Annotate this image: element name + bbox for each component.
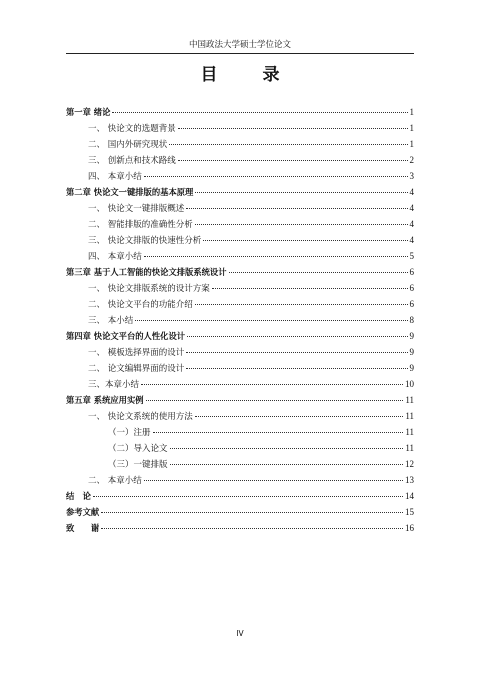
toc-entry-page: 4: [409, 187, 414, 197]
toc-dot-leader: [178, 160, 408, 161]
toc-entry-title: 二、 智能排版的准确性分析: [88, 220, 193, 230]
toc-chapter-entry: [66, 504, 414, 520]
toc-entry-title: 二、 本章小结: [88, 476, 142, 486]
toc-section-entry: [66, 296, 414, 312]
toc-entry-title: 二、 快论文平台的功能介绍: [88, 300, 193, 310]
toc-dot-leader: [195, 416, 404, 417]
toc-section-entry: [66, 232, 414, 248]
toc-entry-page: 13: [405, 475, 414, 485]
toc-dot-leader: [101, 528, 403, 529]
toc-section-entry: [66, 280, 414, 296]
page-header: 中国政法大学硕士学位论文: [66, 38, 414, 54]
toc-chapter-entry: [66, 184, 414, 200]
toc-entry-title: 三、本章小结: [88, 380, 140, 390]
toc-entry-page: 10: [405, 379, 414, 389]
toc-entry-page: 12: [405, 459, 414, 469]
toc-dot-leader: [153, 432, 404, 433]
toc-dot-leader: [144, 176, 408, 177]
toc-entry-page: 11: [405, 443, 414, 453]
toc-entry-page: 4: [409, 235, 414, 245]
toc-dot-leader: [186, 208, 407, 209]
toc-dot-leader: [170, 464, 403, 465]
toc-section-entry: [66, 152, 414, 168]
toc-entry-title: 二、 论文编辑界面的设计: [88, 364, 185, 374]
toc-entry-page: 4: [409, 219, 414, 229]
toc-entry-title: 一、 模板选择界面的设计: [88, 348, 185, 358]
toc-entry-page: 1: [409, 139, 414, 149]
toc-dot-leader: [135, 320, 407, 321]
toc-dot-leader: [144, 480, 403, 481]
toc-section-entry: [66, 120, 414, 136]
toc-entry-page: 14: [405, 491, 414, 501]
toc-entry-title: 致 谢: [66, 523, 100, 533]
toc-entry-title: 第三章 基于人工智能的快论文排版系统设计: [66, 267, 227, 277]
toc-entry-title: 参考文献: [66, 507, 100, 517]
toc-entry-page: 9: [409, 347, 414, 357]
toc-section-entry: [66, 312, 414, 328]
toc-entry-title: 三、 创新点和技术路线: [88, 156, 176, 166]
toc-entry-page: 8: [409, 315, 414, 325]
toc-entry-page: 11: [405, 411, 414, 421]
toc-dot-leader: [169, 144, 407, 145]
toc-entry-page: 11: [405, 395, 414, 405]
toc-section-entry: [66, 424, 414, 440]
toc-dot-leader: [195, 224, 408, 225]
toc-dot-leader: [195, 304, 408, 305]
toc-entry-title: 三、 本小结: [88, 316, 134, 326]
toc-dot-leader: [144, 256, 408, 257]
toc-dot-leader: [203, 240, 407, 241]
toc-entry-title: 第五章 系统应用实例: [66, 395, 144, 405]
toc-entry-title: 一、 快论文一键排版概述: [88, 204, 185, 214]
toc-chapter-entry: [66, 488, 414, 504]
toc-entry-title: 二、 国内外研究现状: [88, 140, 168, 150]
toc-entry-page: 5: [409, 251, 414, 261]
toc-entry-page: 6: [409, 267, 414, 277]
toc-dot-leader: [195, 192, 407, 193]
toc-section-entry: [66, 440, 414, 456]
toc-chapter-entry: [66, 104, 414, 120]
toc-entry-title: （三）一键排版: [108, 460, 168, 470]
toc-section-entry: [66, 408, 414, 424]
toc-dot-leader: [186, 368, 407, 369]
toc-entry-page: 16: [405, 523, 414, 533]
toc-entry-page: 1: [409, 123, 414, 133]
toc-dot-leader: [112, 112, 407, 113]
toc-dot-leader: [229, 272, 408, 273]
toc-entry-title: （二）导入论文: [108, 444, 168, 454]
toc-entry-title: 第四章 快论文平台的人性化设计: [66, 331, 186, 341]
toc-dot-leader: [187, 336, 407, 337]
toc-chapter-entry: [66, 264, 414, 280]
toc-entry-title: 一、 快论文排版系统的设计方案: [88, 284, 210, 294]
toc-section-entry: [66, 216, 414, 232]
toc-chapter-entry: [66, 392, 414, 408]
toc-dot-leader: [178, 128, 408, 129]
toc-entry-page: 6: [409, 299, 414, 309]
toc-entry-title: 第二章 快论文一键排版的基本原理: [66, 187, 194, 197]
toc-entry-title: （一）注册: [108, 428, 151, 438]
toc-chapter-entry: [66, 328, 414, 344]
toc-entry-page: 4: [409, 203, 414, 213]
toc-entry-page: 3: [409, 171, 414, 181]
toc-entry-title: 一、 快论文系统的使用方法: [88, 412, 193, 422]
toc-dot-leader: [141, 384, 403, 385]
toc-section-entry: [66, 168, 414, 184]
toc-entry-title: 四、 本章小结: [88, 252, 142, 262]
toc-section-entry: [66, 360, 414, 376]
toc-entry-page: 9: [409, 363, 414, 373]
toc-chapter-entry: [66, 520, 414, 536]
toc-dot-leader: [101, 512, 403, 513]
toc-section-entry: [66, 344, 414, 360]
toc-section-entry: [66, 200, 414, 216]
toc-section-entry: [66, 376, 414, 392]
toc-entry-title: 结 论: [66, 491, 91, 501]
toc-section-entry: [66, 248, 414, 264]
toc-dot-leader: [93, 496, 403, 497]
toc-dot-leader: [170, 448, 404, 449]
toc-entry-title: 第一章 绪论: [66, 107, 111, 117]
toc-entry-title: 三、 快论文排版的快速性分析: [88, 236, 202, 246]
page-title: 目 录: [200, 65, 294, 85]
toc-section-entry: [66, 472, 414, 488]
toc-dot-leader: [212, 288, 408, 289]
toc-entry-title: 四、 本章小结: [88, 172, 142, 182]
toc-section-entry: [66, 456, 414, 472]
toc-entry-page: 15: [405, 507, 414, 517]
toc-entry-page: 11: [405, 427, 414, 437]
toc-entry-title: 一、 快论文的选题背景: [88, 124, 176, 134]
toc-section-entry: [66, 136, 414, 152]
page-number: IV: [236, 629, 244, 638]
toc-entry-page: 2: [409, 155, 414, 165]
toc-entry-page: 6: [409, 283, 414, 293]
toc-entry-page: 9: [409, 331, 414, 341]
table-of-contents: [66, 104, 414, 536]
toc-dot-leader: [146, 400, 404, 401]
toc-dot-leader: [186, 352, 407, 353]
toc-entry-page: 1: [409, 107, 414, 117]
